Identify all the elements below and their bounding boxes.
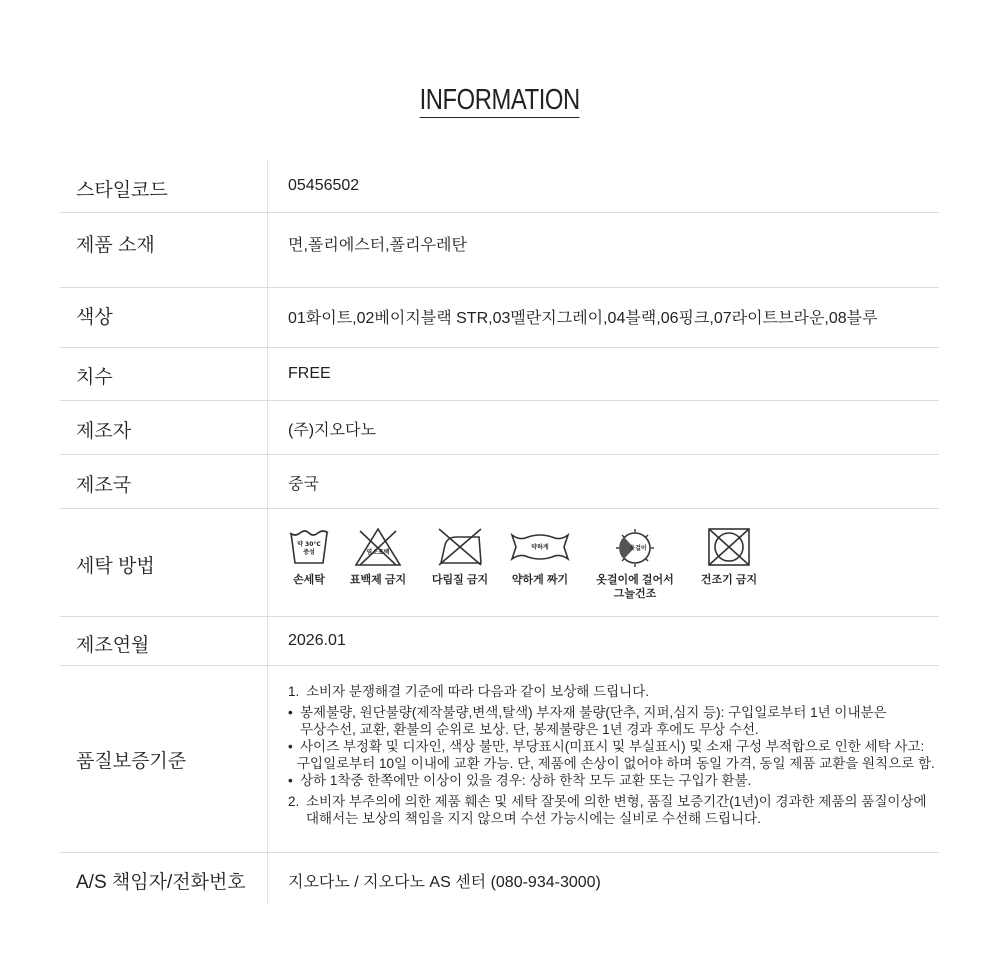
title-wrap xyxy=(0,84,1000,118)
wash-item-dryer xyxy=(692,527,766,587)
quality-item xyxy=(288,683,935,700)
column-divider xyxy=(267,213,268,287)
column-divider xyxy=(267,160,268,212)
row-mfg-date xyxy=(60,617,939,666)
bullet: • xyxy=(288,773,293,788)
row-label: 품질보증기준 xyxy=(76,751,187,772)
quality-item xyxy=(288,704,935,738)
quality-text: 상하 1착중 한쪽에만 이상이 있을 경우: 상하 한착 모두 교환 또는 구입가 환불. xyxy=(300,773,752,788)
column-divider xyxy=(267,666,268,852)
row-label: A/S 책임자/전화번호 xyxy=(76,872,246,893)
wash-item-bleach xyxy=(346,527,410,587)
row-value: 05456502 xyxy=(288,177,360,194)
wash-caption: 손세탁 xyxy=(293,574,325,586)
hand-wash-icon xyxy=(287,527,331,567)
column-divider xyxy=(267,617,268,665)
row-as xyxy=(60,853,939,905)
wash-icons xyxy=(282,527,782,607)
no-bleach-inner: 염소표백 xyxy=(366,549,390,556)
row-label: 제조연월 xyxy=(76,635,150,656)
quality-item xyxy=(288,738,935,772)
quality-list xyxy=(288,683,935,827)
quality-text: 사이즈 부정확 및 디자인, 색상 불만, 부당표시(미표시 및 부실표시) 및 소재 구성 부적합으로 인한 세탁 사고: xyxy=(300,739,925,754)
column-divider xyxy=(267,509,268,616)
quality-text: 무상수선, 교환, 환불의 순위로 보상. 단, 봉제불량은 1년 경과 후에도 무상 수선. xyxy=(300,722,759,737)
row-label: 치수 xyxy=(76,367,113,388)
wash-caption-line2: 그늘건조 xyxy=(613,588,657,600)
no-dryer-icon xyxy=(706,527,752,567)
row-label: 색상 xyxy=(76,307,113,328)
wash-caption-line1: 옷걸이에 걸어서 xyxy=(596,574,674,586)
wash-caption: 건조기 금지 xyxy=(700,574,758,586)
column-divider xyxy=(267,853,268,905)
column-divider xyxy=(267,348,268,400)
wash-caption: 약하게 짜기 xyxy=(511,574,569,586)
row-value: 01화이트,02베이지블랙 STR,03멜란지그레이,04블랙,06핑크,07라이트브라운,08블루 xyxy=(288,310,878,327)
row-country xyxy=(60,455,939,509)
row-label: 스타일코드 xyxy=(76,180,168,201)
row-value: (주)지오다노 xyxy=(288,422,376,439)
row-label: 세탁 방법 xyxy=(76,556,155,577)
wash-caption: 표백제 금지 xyxy=(349,574,407,586)
gentle-wring-inner: 약하게 xyxy=(531,544,549,551)
quality-text: 봉제불량, 원단불량(제작불량,변색,탈색) 부자재 불량(단추, 지퍼,심지 등): 구입일로부터 1년 이내분은 xyxy=(300,705,887,720)
no-iron-icon xyxy=(435,527,485,567)
wash-item-hang xyxy=(590,527,680,601)
hang-dry-inner: 옷걸이 xyxy=(629,545,647,552)
hand-wash-inner-line2: 중성 xyxy=(303,549,315,556)
column-divider xyxy=(267,455,268,508)
row-style-code xyxy=(60,160,939,213)
wash-item-hand xyxy=(282,527,336,587)
wash-item-iron xyxy=(428,527,492,587)
column-divider xyxy=(267,288,268,347)
no-bleach-icon xyxy=(354,527,402,567)
quality-item xyxy=(288,793,935,827)
hang-dry-icon xyxy=(612,527,658,567)
bullet: • xyxy=(288,705,293,720)
row-color xyxy=(60,288,939,348)
row-size xyxy=(60,348,939,401)
row-value: 2026.01 xyxy=(288,632,346,649)
column-divider xyxy=(267,401,268,454)
row-material xyxy=(60,213,939,288)
row-wash xyxy=(60,509,939,617)
row-quality xyxy=(60,666,939,853)
wash-caption: 다림질 금지 xyxy=(431,574,489,586)
row-label: 제조국 xyxy=(76,475,132,496)
quality-text: 소비자 분쟁해결 기준에 따라 다음과 같이 보상해 드립니다. xyxy=(306,684,649,699)
quality-text: 소비자 부주의에 의한 제품 훼손 및 세탁 잘못에 의한 변형, 품질 보증기간(1년)이 경과한 제품의 품질이상에 xyxy=(306,794,927,809)
row-value: 지오다노 / 지오다노 AS 센터 (080-934-3000) xyxy=(288,874,601,891)
quality-text: 대해서는 보상의 책임을 지지 않으며 수선 가능시에는 실비로 수선해 드립니다. xyxy=(306,811,761,826)
row-value: 중국 xyxy=(288,476,319,493)
page-title: INFORMATION xyxy=(419,84,581,116)
hand-wash-inner-line1: 약 30°C xyxy=(297,541,321,548)
wash-item-wring xyxy=(506,527,574,587)
row-label: 제조자 xyxy=(76,421,132,442)
quality-text: 구입일로부터 10일 이내에 교환 가능. 단, 제품에 손상이 없어야 하며 동일 가격, 동일 제품 교환을 원칙으로 함. xyxy=(297,756,935,771)
row-label: 제품 소재 xyxy=(76,235,155,256)
row-value: FREE xyxy=(288,365,331,382)
quality-item xyxy=(288,772,935,789)
gentle-wring-icon xyxy=(510,527,570,567)
bullet: • xyxy=(288,739,293,754)
list-number: 2. xyxy=(288,794,300,809)
row-maker xyxy=(60,401,939,455)
info-table xyxy=(60,160,939,905)
row-value: 면,폴리에스터,폴리우레탄 xyxy=(288,237,467,254)
list-number: 1. xyxy=(288,684,300,699)
